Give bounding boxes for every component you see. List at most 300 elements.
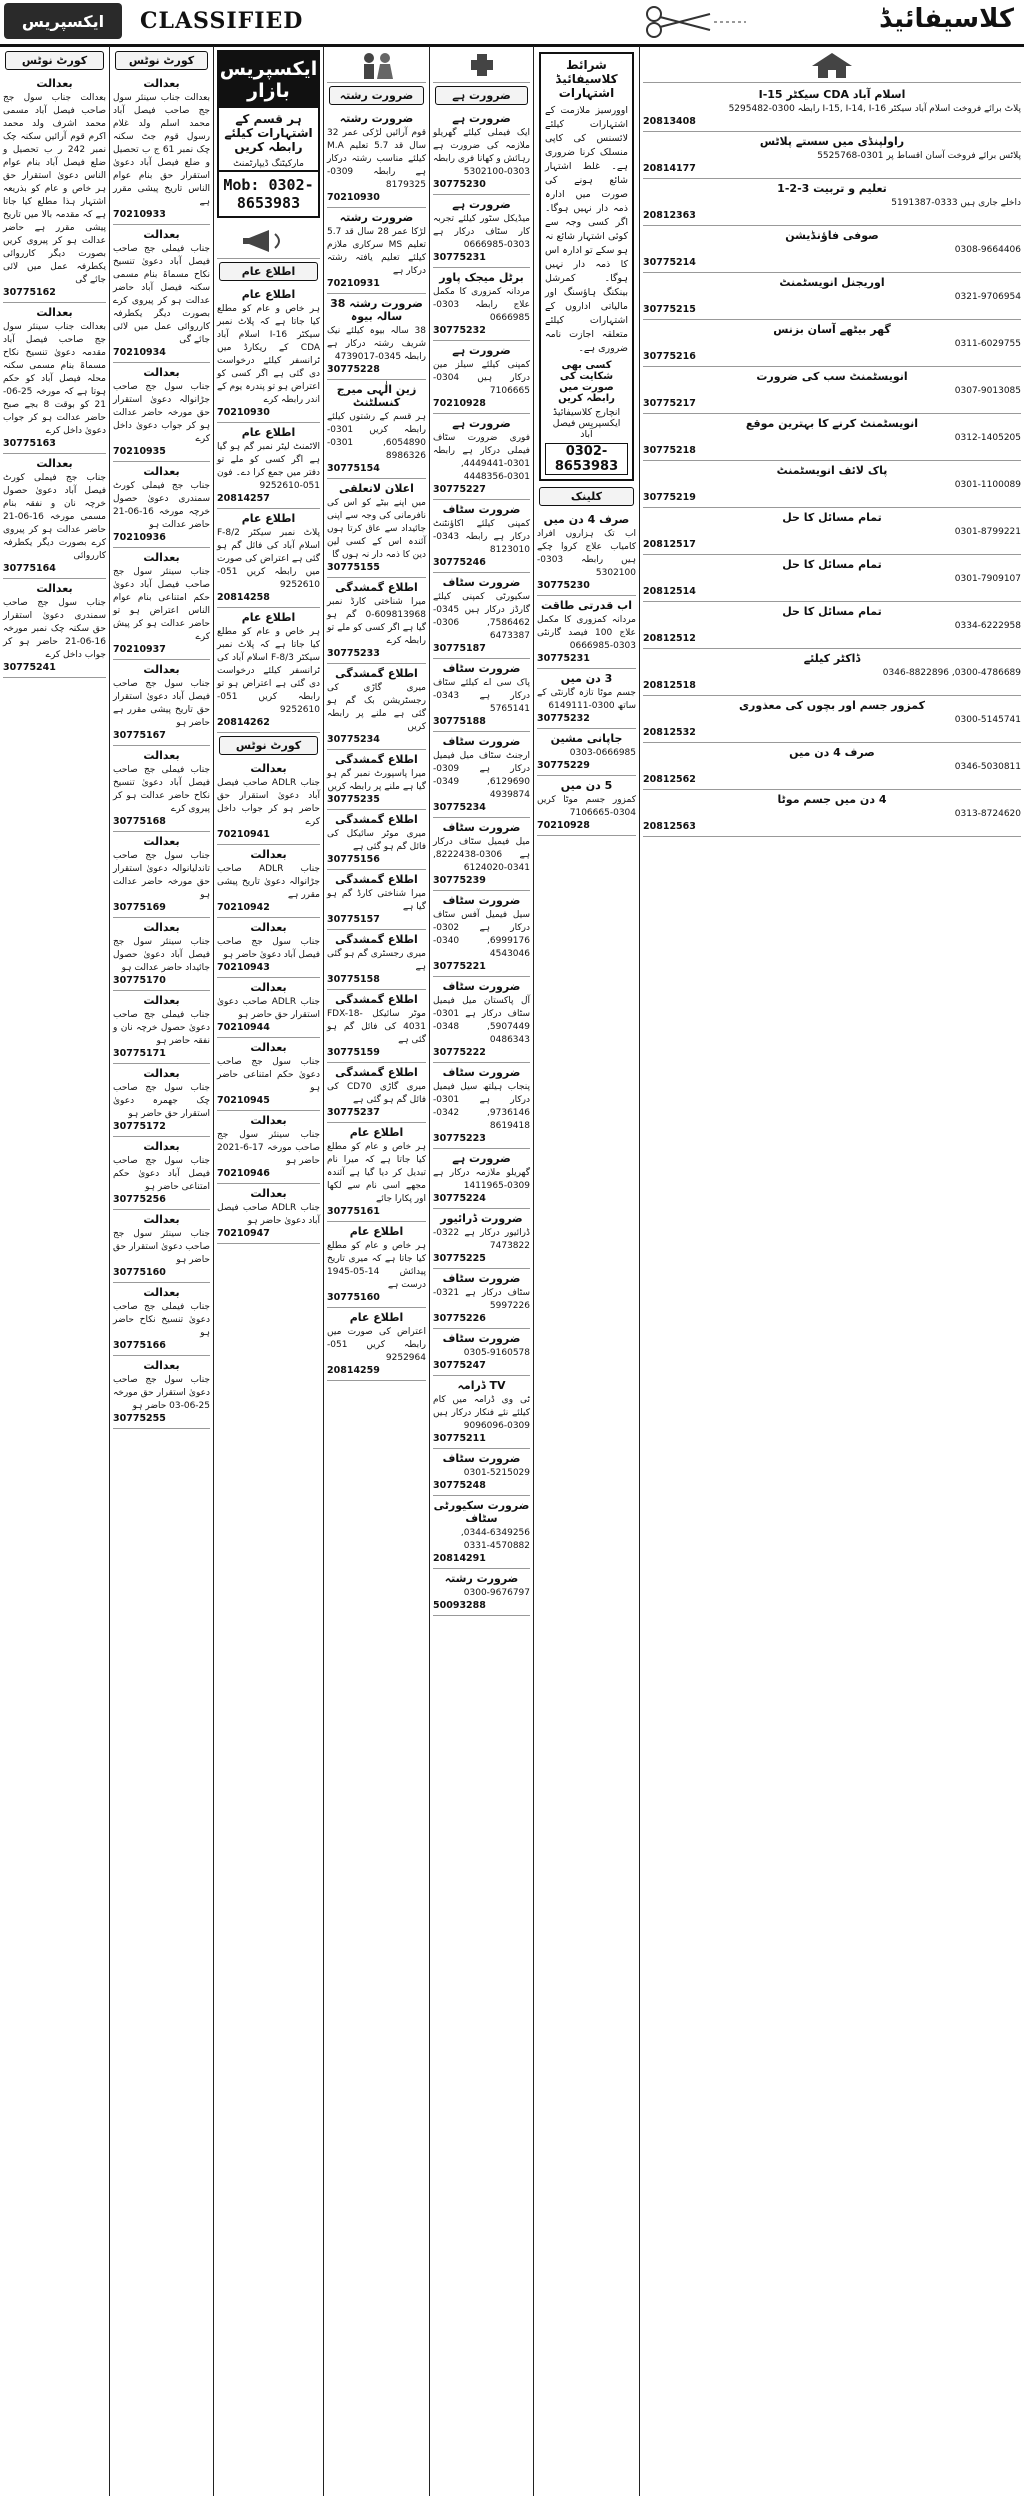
classified-ad	[643, 273, 1021, 320]
ad-title: بعدالت	[143, 994, 180, 1007]
ad-body: جناب سول جج صاحب تاندلیانوالہ دعویٰ استقرار حق مورخہ حاضر عدالت ہو	[113, 851, 210, 900]
ad-title: 3 دن میں	[560, 672, 613, 685]
ad-title: بعدالت	[250, 1187, 287, 1200]
ad-body: سیل فیمیل آفس سٹاف درکار ہے 0302-6999176, 0340-4543046	[433, 910, 530, 959]
classified-ad	[643, 602, 1021, 649]
ad-reference-number: 30775233	[327, 648, 380, 659]
clinic-icon	[452, 50, 512, 80]
classified-ad	[113, 363, 210, 462]
classified-ad	[113, 832, 210, 918]
ad-reference-number: 70210931	[327, 278, 380, 289]
classified-ad	[113, 1137, 210, 1210]
ad-title: اطلاع عام	[241, 512, 296, 525]
classified-ad	[643, 320, 1021, 367]
ad-body: جناب فیملی جج صاحب دعویٰ حصول خرچہ نان و نفقہ حاضر ہو	[113, 1010, 210, 1046]
couple-icon	[347, 50, 407, 80]
ad-body: جناب سول جج صاحب جڑانوالہ دعویٰ استقرار حق مورخہ حاضر عدالت ہو کر جواب دعویٰ داخل کرے	[113, 382, 210, 444]
section-heading: اطلاع عام	[219, 262, 318, 281]
ad-reference-number: 30775169	[113, 902, 166, 913]
classified-ad	[433, 1569, 530, 1616]
classified-ad	[217, 285, 320, 423]
ad-body: قوم آرائیں لڑکی عمر 32 سال قد 5.7 تعلیم M.A کیلئے مناسب رشتہ درکار ہے رابطہ 0309-8179325	[327, 128, 426, 190]
ad-body: 0321-9706954	[954, 292, 1021, 302]
ad-title: تمام مسائل کا حل	[782, 558, 882, 571]
ads-list	[537, 510, 636, 836]
ad-reference-number: 20812517	[643, 539, 696, 550]
ad-body: میری موٹر سائیکل کی فائل گم ہو گئی ہے	[327, 829, 426, 852]
ad-body: 38 سالہ بیوہ کیلئے نیک شریف رشتہ درکار ہے رابطہ 0345-4739017	[327, 326, 426, 362]
ad-body: ہر خاص و عام کو مطلع کیا جاتا ہے کہ میری تاریخ پیدائش 14-05-1945 درست ہے	[327, 1241, 426, 1290]
classified-ad	[113, 1356, 210, 1429]
ad-reference-number: 70210934	[113, 347, 166, 358]
ad-title: زین الٰہی میرج کنسلٹنٹ	[336, 383, 417, 409]
classified-ad	[327, 990, 426, 1063]
classified-ad	[643, 414, 1021, 461]
ad-reference-number: 30775171	[113, 1048, 166, 1059]
classified-ad	[327, 1222, 426, 1308]
ad-reference-number: 20814291	[433, 1553, 486, 1564]
ad-body: جناب سول جج صاحب فیصل آباد دعویٰ استقرار حق تاریخ پیشی مقرر ہے حاضر ہو	[113, 679, 210, 728]
ad-title: اطلاع گمشدگی	[335, 581, 418, 594]
ad-body: ہر قسم کے رشتوں کیلئے رابطہ کریں 0301-6054890, 0301-8986326	[327, 412, 426, 461]
ad-title: اطلاع عام	[349, 1311, 404, 1324]
urdu-title: کلاسیفائیڈ	[879, 4, 1014, 34]
classified-ad	[327, 870, 426, 930]
classified-ad	[433, 573, 530, 659]
ad-title: بعدالت	[143, 1067, 180, 1080]
ad-reference-number: 70210936	[113, 532, 166, 543]
ad-reference-number: 30775241	[3, 662, 56, 673]
classified-ad	[3, 454, 106, 579]
ads-list	[433, 109, 530, 1616]
ad-title: بعدالت	[36, 582, 73, 595]
ad-body: 0344-6349256, 0331-4570882	[460, 1528, 530, 1551]
classified-ad	[643, 508, 1021, 555]
classified-ad	[643, 743, 1021, 790]
ad-body: گھریلو ملازمہ درکار ہے 0309-1411965	[433, 1168, 530, 1191]
ad-title: بعدالت	[143, 1213, 180, 1226]
ad-title: تمام مسائل کا حل	[782, 605, 882, 618]
classified-ad	[433, 1269, 530, 1329]
ad-title: اطلاع عام	[241, 426, 296, 439]
ad-reference-number: 70210928	[537, 820, 590, 831]
ad-title: اسلام آباد CDA سیکٹر I-15	[758, 88, 906, 101]
ad-title: ضرورت رشتہ	[339, 211, 414, 224]
ad-title: گھر بیٹھے آسان بزنس	[773, 323, 891, 336]
ad-title: بعدالت	[143, 1140, 180, 1153]
column-clinic	[534, 46, 640, 2496]
ad-reference-number: 30775218	[643, 445, 696, 456]
ad-title: بعدالت	[250, 1114, 287, 1127]
classified-ad	[217, 1184, 320, 1244]
ad-title: ضرورت سٹاف	[442, 1452, 521, 1465]
ad-reference-number: 30775224	[433, 1193, 486, 1204]
section-heading: کلینک	[539, 487, 634, 506]
classified-ad	[113, 462, 210, 548]
ad-reference-number: 20812363	[643, 210, 696, 221]
masthead	[0, 0, 1024, 47]
ad-reference-number: 30775234	[327, 734, 380, 745]
classified-ad	[217, 978, 320, 1038]
ad-reference-number: 30775247	[433, 1360, 486, 1371]
ad-body: جناب فیملی جج صاحب فیصل آباد دعویٰ تنسیخ نکاح مسماۃ بنام مسمی سکنہ فیصل آباد حاضر عدالت ہو کر پیروی کرے بصورت دیگر یکطرفہ کارروائی عمل میں لائی جائے گی	[113, 244, 210, 345]
classified-ad	[433, 977, 530, 1063]
ad-body: جناب جج فیملی کورٹ فیصل آباد دعویٰ حصول خرچہ نان و نفقہ بنام مسمی مورخہ 16-06-21 حاضر عدالت ہو کر پیروی کرے بصورت دیگر یکطرفہ کارروائی	[3, 473, 106, 561]
classified-ad	[327, 380, 426, 479]
ad-body: داخلے جاری ہیں 0333-5191387	[891, 198, 1021, 208]
ad-body: کمپنی کیلئے اکاؤنٹنٹ درکار ہے رابطہ 0343-8123010	[433, 519, 530, 555]
ad-body: جناب سینئر سول جج صاحب مورخہ 17-6-2021 حاضر ہو	[217, 1130, 320, 1166]
ad-reference-number: 30775237	[327, 1107, 380, 1118]
ad-body: 0301-8799221	[954, 527, 1021, 537]
ad-body: جناب سول جج صاحب فیصل آباد دعویٰ حکم امتناعی حاضر ہو	[113, 1156, 210, 1192]
ad-reference-number: 20812514	[643, 586, 696, 597]
ad-title: ضرورت ہے	[452, 417, 511, 430]
ad-body: موٹر سائیکل FDX-18-4031 کی فائل گم ہو گئی ہے	[327, 1009, 426, 1045]
ad-reference-number: 30775155	[327, 562, 380, 573]
ad-title: اعلان لاتعلقی	[339, 482, 414, 495]
classified-ad	[537, 669, 636, 729]
ad-reference-number: 20812512	[643, 633, 696, 644]
ad-reference-number: 70210928	[433, 398, 486, 409]
ad-title: ضرورت ڈرائیور	[440, 1212, 523, 1225]
ad-title: بعدالت	[143, 1286, 180, 1299]
ad-reference-number: 70210935	[113, 446, 166, 457]
ad-title: بعدالت	[250, 981, 287, 994]
bazar-department: مارکیٹنگ ڈیپارٹمنٹ	[233, 159, 304, 169]
ad-reference-number: 30775217	[643, 398, 696, 409]
ad-body: میرا شناختی کارڈ گم ہو گیا ہے	[327, 889, 426, 912]
ad-title: ضرورت ہے	[452, 1152, 511, 1165]
ad-reference-number: 70210937	[113, 644, 166, 655]
ad-reference-number: 30775162	[3, 287, 56, 298]
megaphone-icon	[239, 226, 299, 256]
classified-ad	[433, 195, 530, 268]
classified-ad	[327, 930, 426, 990]
ad-body: 0301-1100089	[954, 480, 1021, 490]
rules-title: شرائط کلاسیفائیڈ اشتہارات	[555, 58, 618, 100]
ad-title: کمزور جسم اور بچوں کی معذوری	[738, 699, 926, 712]
classified-ad	[327, 664, 426, 750]
classified-ad	[433, 659, 530, 732]
classified-ad	[433, 1329, 530, 1376]
ad-body: جناب ADLR صاحب دعویٰ استقرار حق حاضر ہو	[217, 997, 320, 1020]
express-bazar-banner	[217, 50, 320, 218]
ad-body: پلاٹس برائے فروخت آسان اقساط پر 0301-5525768	[817, 151, 1021, 161]
ad-reference-number: 30775157	[327, 914, 380, 925]
classified-ad	[113, 225, 210, 363]
classified-ad	[643, 179, 1021, 226]
rules-note: کسی بھی شکایت کی صورت میں رابطہ کریں	[558, 360, 615, 404]
classified-ad	[537, 776, 636, 836]
classified-ad	[217, 608, 320, 733]
ad-title: بعدالت	[143, 465, 180, 478]
ad-title: بعدالت	[36, 306, 73, 319]
ad-reference-number: 30775167	[113, 730, 166, 741]
column-court-notices-2	[110, 46, 214, 2496]
ad-title: بعدالت	[143, 1359, 180, 1372]
ads-list	[327, 109, 426, 1381]
ad-reference-number: 30775211	[433, 1433, 486, 1444]
ad-title: بعدالت	[250, 1041, 287, 1054]
ad-title: بعدالت	[143, 663, 180, 676]
ad-body: جناب ADLR صاحب فیصل آباد دعویٰ حاضر ہو	[217, 1203, 320, 1226]
ad-body: بعدالت جناب سول جج صاحب فیصل آباد مسمی محمد اشرف ولد محمد اکرم قوم آرائیں سکنہ چک نمبر 242 ر ب تحصیل و ضلع فیصل آباد بنام عوام الناس دعویٰ استقرار حق ہر خاص و عام کو بذریعہ اشتہار ہذا مطلع کیا جاتا ہے کہ مقدمہ بالا میں تاریخ پیشی مقرر ہے حاضر عدالت ہو کر پیروی کریں بصورت دیگر کارروائی یکطرفہ عمل میں لائی جائے گی	[3, 93, 106, 285]
ad-reference-number: 70210944	[217, 1022, 270, 1033]
classified-ad	[433, 1063, 530, 1149]
ad-reference-number: 30775187	[433, 643, 486, 654]
ad-body: جناب سینئر سول جج فیصل آباد دعویٰ حصول جائیداد حاضر عدالت ہو	[113, 937, 210, 973]
ad-title: پاک لائف انویسٹمنٹ	[776, 464, 888, 477]
section-heading: ضرورت ہے	[435, 86, 528, 105]
ad-reference-number: 30775168	[113, 816, 166, 827]
ads-list-court	[217, 759, 320, 1244]
ad-title: اطلاع گمشدگی	[335, 873, 418, 886]
ad-title: ضرورت ہے	[452, 112, 511, 125]
ad-reference-number: 70210947	[217, 1228, 270, 1239]
classified-ad	[113, 918, 210, 991]
ad-reference-number: 30775246	[433, 557, 486, 568]
ad-body: ہر خاص و عام کو مطلع کیا جاتا ہے کہ پلاٹ نمبر سیکٹر I-16 اسلام آباد CDA کے ریکارڈ میں ٹرانسفر کیلئے درخواست دی گئی ہے اگر کسی کو اعتراض ہو تو پندرہ یوم کے اندر رابطہ کرے	[217, 304, 320, 405]
ad-body: میرا شناختی کارڈ نمبر 609813968-0 گم ہو گیا ہے اگر کسی کو ملے تو رابطہ کرے	[327, 597, 426, 646]
ad-body: کمپنی کیلئے سیلز مین درکار ہیں 0304-7106665	[433, 360, 530, 396]
ad-title: ضرورت سکیورٹی سٹاف	[433, 1499, 530, 1525]
classified-ad	[537, 729, 636, 776]
ad-reference-number: 20813408	[643, 116, 696, 127]
ad-title: ضرورت سٹاف	[442, 576, 521, 589]
ad-body: میل فیمیل سٹاف درکار ہے 0306-8222438, 0341-6124020	[433, 837, 530, 873]
ad-reference-number: 30775221	[433, 961, 486, 972]
classified-ad	[433, 1149, 530, 1209]
ad-title: انویسٹمنٹ سب کی ضرورت	[756, 370, 908, 383]
column-public-notice	[214, 46, 324, 2496]
ad-title: ضرورت سٹاف	[442, 821, 521, 834]
classified-ad	[113, 991, 210, 1064]
ad-title: تعلیم و تربیت 3-2-1	[777, 182, 887, 195]
ad-title: ضرورت ہے	[452, 198, 511, 211]
classified-ad	[433, 500, 530, 573]
classified-ad	[3, 303, 106, 454]
classified-ad	[327, 810, 426, 870]
ads-list	[643, 85, 1021, 837]
ad-body: جناب فیملی جج صاحب فیصل آباد دعویٰ تنسیخ نکاح حاضر عدالت ہو کر پیروی کرے	[113, 765, 210, 814]
ad-title: اطلاع گمشدگی	[335, 933, 418, 946]
ad-reference-number: 30775159	[327, 1047, 380, 1058]
ad-body: ٹی وی ڈرامہ میں کام کیلئے نئے فنکار درکار ہیں 0309-9096096	[433, 1395, 530, 1431]
ad-title: اب قدرتی طاقت	[541, 599, 632, 612]
ad-reference-number: 20814257	[217, 493, 270, 504]
classified-ad	[113, 1283, 210, 1356]
classified-ad	[217, 423, 320, 509]
classified-ad	[643, 461, 1021, 508]
ad-body: 0311-6029755	[954, 339, 1021, 349]
classified-ad	[433, 341, 530, 414]
ad-reference-number: 30775160	[327, 1292, 380, 1303]
ad-body: جسم موٹا تازہ گارنٹی کے ساتھ 0300-6149111	[537, 688, 636, 711]
ad-reference-number: 30775158	[327, 974, 380, 985]
ad-body: 0301-5215029	[463, 1468, 530, 1478]
ad-title: ضرورت سٹاف	[442, 1066, 521, 1079]
classified-ad	[433, 891, 530, 977]
classified-ad	[643, 649, 1021, 696]
ad-title: بعدالت	[143, 749, 180, 762]
ad-reference-number: 30775160	[113, 1267, 166, 1278]
classified-ad	[433, 1209, 530, 1269]
ad-title: بعدالت	[143, 835, 180, 848]
column-property-investment	[640, 46, 1024, 2496]
ad-body: 0346-5030811	[954, 762, 1021, 772]
ad-body: 0300-9676797	[463, 1588, 530, 1598]
ad-reference-number: 20812532	[643, 727, 696, 738]
ad-reference-number: 30775231	[537, 653, 590, 664]
ad-title: جاپانی مشین	[550, 732, 623, 745]
ad-reference-number: 30775164	[3, 563, 56, 574]
classified-ad	[643, 696, 1021, 743]
ad-body: جناب سول جج صاحب فیصل آباد دعویٰ حاضر ہو	[217, 937, 320, 960]
ad-body: 0308-9664406	[954, 245, 1021, 255]
ad-body: 0301-7909107	[954, 574, 1021, 584]
ad-reference-number: 30775239	[433, 875, 486, 886]
ad-reference-number: 30775222	[433, 1047, 486, 1058]
classified-ad	[113, 746, 210, 832]
ad-reference-number: 30775230	[537, 580, 590, 591]
ad-body: کمزور جسم موٹا کریں 0304-7106665	[537, 795, 636, 818]
classified-ad	[643, 85, 1021, 132]
ad-title: بعدالت	[36, 77, 73, 90]
ad-body: سٹاف درکار ہے 0321-5997226	[433, 1288, 530, 1311]
ad-body: 0307-9013085	[954, 386, 1021, 396]
section-heading: ضرورت رشتہ	[329, 86, 424, 105]
classified-ad	[537, 510, 636, 596]
ad-reference-number: 70210942	[217, 902, 270, 913]
ad-title: ضرورت سٹاف	[442, 1272, 521, 1285]
ad-body: جناب سول جج صاحب سمندری دعویٰ استقرار حق سکنہ چک نمبر مورخہ 16-06-21 حاضر ہو کر جواب داخل کرے	[3, 598, 106, 660]
ad-title: ضرورت رشتہ 38 سالہ بیوہ	[330, 297, 423, 323]
ad-reference-number: 30775166	[113, 1340, 166, 1351]
ad-reference-number: 30775235	[327, 794, 380, 805]
ad-reference-number: 50093288	[433, 1600, 486, 1611]
classified-rules-box	[539, 52, 634, 481]
ad-body: پلاٹ نمبر سیکٹر F-8/2 اسلام آباد کی فائل گم ہو گئی ہے اعتراض کی صورت میں رابطہ کریں 051-9252610	[217, 528, 320, 590]
ad-body: ایک فیملی کیلئے گھریلو ملازمہ کی ضرورت ہے رہائش و کھانا فری رابطہ 0303-5302100	[433, 128, 530, 177]
logo-text: ایکسپریس	[21, 11, 105, 31]
classified-ad	[327, 578, 426, 664]
rules-contact: انچارج کلاسیفائیڈ ایکسپریس فیصل آباد	[552, 407, 621, 440]
classified-ad	[433, 1496, 530, 1569]
ad-body: ہر خاص و عام کو مطلع کیا جاتا ہے کہ پلاٹ نمبر سیکٹر F-8/3 اسلام آباد کی ٹرانسفر کیلئے درخواست دی گئی ہے اعتراض ہو تو رابطہ کریں 051-9252610	[217, 627, 320, 715]
bazar-mobile: Mob: 0302-8653983	[219, 170, 318, 216]
ad-title: اطلاع گمشدگی	[335, 813, 418, 826]
ad-title: اطلاع عام	[349, 1225, 404, 1238]
ad-body: فوری ضرورت سٹاف فیملی درکار ہے رابطہ 0301-4449441, 0301-4448356	[433, 433, 530, 482]
ads-list	[217, 285, 320, 733]
ad-reference-number: 30775172	[113, 1121, 166, 1132]
ad-body: 0303-0666985	[569, 748, 636, 758]
clinic-icon-box	[433, 48, 530, 83]
ad-body: جناب سول جج صاحب دعویٰ حکم امتناعی حاضر ہو	[217, 1057, 320, 1093]
ad-reference-number: 20814177	[643, 163, 696, 174]
classified-ad	[217, 918, 320, 978]
classified-ad	[433, 732, 530, 818]
ad-title: اطلاع گمشدگی	[335, 753, 418, 766]
ad-reference-number: 30775255	[113, 1413, 166, 1424]
classified-ad	[643, 555, 1021, 602]
ad-body: پلاٹ برائے فروخت اسلام آباد سیکٹر I-15, I-14, I-16 رابطہ 0300-5295482	[728, 104, 1021, 114]
ad-body: بعدالت جناب سینئر سول جج صاحب فیصل آباد مقدمہ دعویٰ تنسیخ نکاح مسماۃ بنام مسمی سکنہ محلہ فیصل آباد کو حکم ہوتا ہے کہ مورخہ 25-06-21 کو بوقت 8 بجے صبح حاضر عدالت ہو کر جواب دعویٰ داخل کرے	[3, 322, 106, 436]
ad-body: ارجنٹ سٹاف میل فیمیل درکار ہے 0309-6129690, 0349-4939874	[433, 751, 530, 800]
classified-ad	[3, 74, 106, 303]
ad-reference-number: 70210933	[113, 209, 166, 220]
ad-body: پاک سی اے کیلئے سٹاف درکار ہے 0343-5765141	[433, 678, 530, 714]
english-title: CLASSIFIED	[140, 8, 304, 34]
ad-reference-number: 70210930	[217, 407, 270, 418]
ad-title: 5 دن میں	[560, 779, 613, 792]
ad-body: 0305-9160578	[463, 1348, 530, 1358]
classified-ad	[327, 1063, 426, 1123]
classified-ad	[327, 1308, 426, 1381]
ad-title: اطلاع گمشدگی	[335, 1066, 418, 1079]
ad-title: ضرورت رشتہ	[339, 112, 414, 125]
classified-ad	[327, 750, 426, 810]
classified-ad	[113, 74, 210, 225]
classified-ad	[327, 1123, 426, 1222]
ad-body: اب تک ہزاروں افراد کامیاب علاج کروا چکے ہیں رابطہ 0303-5302100	[537, 529, 636, 578]
ad-reference-number: 30775219	[643, 492, 696, 503]
section-heading: کورٹ نوٹس	[5, 51, 104, 70]
ad-title: اطلاع گمشدگی	[335, 993, 418, 1006]
ad-body: لڑکا عمر 28 سال قد 5.7 تعلیم MS سرکاری ملازم کیلئے تعلیم یافتہ رشتہ درکار ہے	[327, 227, 426, 276]
column-matrimonial	[324, 46, 430, 2496]
classified-ad	[113, 1064, 210, 1137]
classified-ad	[113, 548, 210, 660]
ad-reference-number: 30775232	[433, 325, 486, 336]
classified-ad	[643, 790, 1021, 837]
ad-title: 4 دن میں جسم موٹا	[777, 793, 887, 806]
ad-body: 0300-4786689, 0346-8822896	[882, 668, 1021, 678]
ad-title: برٹل میجک پاور	[439, 271, 524, 284]
ad-title: ضرورت سٹاف	[442, 1332, 521, 1345]
section-heading-court: کورٹ نوٹس	[219, 736, 318, 755]
ad-body: جناب جج فیملی کورٹ سمندری دعویٰ حصول خرچہ مورخہ 16-06-21 حاضر عدالت ہو	[113, 481, 210, 530]
classified-ad	[433, 1449, 530, 1496]
classified-ad	[113, 660, 210, 746]
classified-ad	[217, 1038, 320, 1111]
ad-body: 0334-6222958	[954, 621, 1021, 631]
ad-reference-number: 70210946	[217, 1168, 270, 1179]
ad-reference-number: 30775223	[433, 1133, 486, 1144]
classified-ad	[643, 367, 1021, 414]
classified-ad	[3, 579, 106, 678]
column-court-notices-1	[0, 46, 110, 2496]
couple-icon-box	[327, 48, 426, 83]
bazar-subtitle: ہر قسم کے اشتہارات کیلئے رابطہ کریں	[224, 112, 313, 154]
ad-reference-number: 20814262	[217, 717, 270, 728]
ad-body: الاٹمنٹ لیٹر نمبر گم ہو گیا ہے اگر کسی کو ملے تو دفتر میں جمع کرا دے۔ فون 051-9252610	[217, 442, 320, 491]
ad-reference-number: 70210930	[327, 192, 380, 203]
classified-ad	[327, 479, 426, 578]
ads-list	[3, 74, 106, 678]
scissors-icon	[640, 4, 750, 40]
ad-title: بعدالت	[36, 457, 73, 470]
ad-reference-number: 30775216	[643, 351, 696, 362]
ad-reference-number: 30775156	[327, 854, 380, 865]
ad-body: سکیورٹی کمپنی کیلئے گارڈز درکار ہیں 0345-7586462, 0306-6473387	[433, 592, 530, 641]
classified-ad	[433, 1376, 530, 1449]
ad-body: میری گاڑی کی رجسٹریشن بک گم ہو گئی ہے ملنے پر رابطہ کریں	[327, 683, 426, 732]
ad-reference-number: 30775225	[433, 1253, 486, 1264]
classified-ad	[217, 1111, 320, 1184]
ad-reference-number: 30775163	[3, 438, 56, 449]
